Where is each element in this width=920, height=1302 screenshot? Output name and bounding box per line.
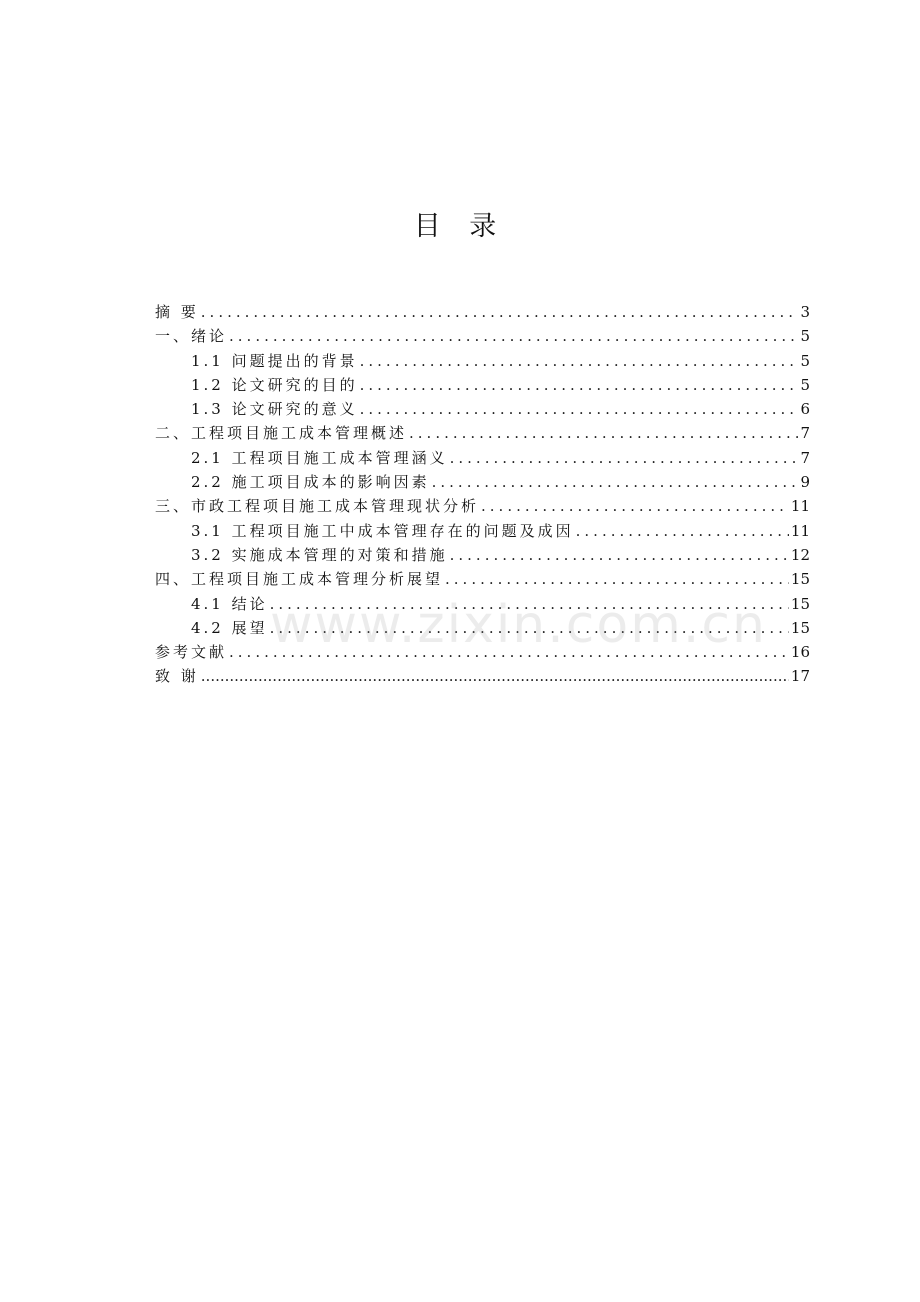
toc-entry-label: 1.2 论文研究的目的: [191, 375, 358, 394]
toc-page-number: 7: [800, 424, 810, 443]
toc-entry-label: 4.1 结论: [191, 594, 268, 613]
toc-entry-chapter-3[interactable]: [155, 494, 810, 518]
table-of-contents: [155, 300, 810, 689]
toc-page-number: 6: [800, 400, 810, 419]
toc-page-number: 9: [800, 473, 810, 492]
toc-dot-leader: [481, 494, 789, 518]
toc-entry-label: 致 谢: [155, 667, 199, 686]
toc-entry-label: 摘 要: [155, 303, 199, 321]
toc-page-number: 16: [790, 643, 810, 662]
toc-dot-leader: [432, 470, 799, 494]
toc-page-number: 15: [790, 594, 810, 613]
toc-entry-label: 1.1 问题提出的背景: [191, 351, 358, 370]
toc-page-number: 15: [790, 618, 810, 637]
watermark: www.zixin.com.cn: [270, 595, 767, 655]
toc-page-number: 12: [790, 545, 810, 564]
toc-page-number: 3: [800, 303, 810, 321]
toc-entry-label: 2.2 施工项目成本的影响因素: [191, 473, 430, 492]
toc-page-number: 7: [800, 448, 810, 467]
toc-entry-label: 4.2 展望: [191, 618, 268, 637]
toc-entry-section-4-1[interactable]: [155, 592, 810, 616]
toc-page-number: 5: [800, 327, 810, 346]
toc-entry-section-2-2[interactable]: [155, 470, 810, 494]
toc-entry-chapter-2[interactable]: [155, 421, 810, 445]
toc-dot-leader: [360, 397, 799, 421]
toc-page-number: 17: [790, 667, 810, 686]
toc-entry-label: 三、市政工程项目施工成本管理现状分析: [155, 497, 480, 516]
toc-entry-section-1-1[interactable]: [155, 349, 810, 373]
toc-dot-leader: [409, 421, 798, 445]
toc-entry-label: 二、工程项目施工成本管理概述: [155, 424, 408, 443]
toc-dot-leader: [576, 519, 789, 543]
toc-entry-section-3-2[interactable]: [155, 543, 810, 567]
toc-page-number: 11: [790, 497, 810, 516]
toc-entry-chapter-4[interactable]: [155, 567, 810, 591]
toc-dot-leader: [270, 592, 789, 616]
toc-dot-leader: [201, 300, 799, 324]
page-title: 目 录: [413, 211, 507, 242]
toc-entry-label: 2.1 工程项目施工成本管理涵义: [191, 448, 448, 467]
toc-entry-label: 参考文献: [155, 643, 228, 662]
toc-entry-section-2-1[interactable]: [155, 446, 810, 470]
toc-dot-leader: [445, 567, 789, 591]
toc-dot-leader: [360, 349, 799, 373]
toc-entry-section-3-1[interactable]: [155, 519, 810, 543]
toc-entry-label: 3.2 实施成本管理的对策和措施: [191, 545, 448, 564]
toc-page-number: 5: [800, 375, 810, 394]
toc-dot-leader: [229, 640, 789, 664]
toc-dot-leader: [450, 446, 799, 470]
toc-page-number: 15: [790, 570, 810, 589]
toc-entry-label: 一、绪论: [155, 327, 228, 346]
toc-dot-leader: [450, 543, 789, 567]
toc-entry-section-4-2[interactable]: [155, 616, 810, 640]
toc-dot-leader: [229, 324, 798, 348]
toc-entry-label: 四、工程项目施工成本管理分析展望: [155, 570, 444, 589]
toc-entry-references[interactable]: [155, 640, 810, 664]
toc-dot-leader: [201, 664, 789, 688]
toc-page-number: 11: [790, 521, 810, 540]
toc-entry-section-1-3[interactable]: [155, 397, 810, 421]
toc-entry-section-1-2[interactable]: [155, 373, 810, 397]
toc-entry-acknowledgements[interactable]: [155, 664, 810, 688]
toc-entry-chapter-1[interactable]: [155, 324, 810, 348]
toc-dot-leader: [270, 616, 789, 640]
toc-entry-label: 3.1 工程项目施工中成本管理存在的问题及成因: [191, 521, 574, 540]
toc-page-number: 5: [800, 351, 810, 370]
toc-entry-abstract[interactable]: [155, 300, 810, 324]
toc-dot-leader: [360, 373, 799, 397]
toc-entry-label: 1.3 论文研究的意义: [191, 400, 358, 419]
